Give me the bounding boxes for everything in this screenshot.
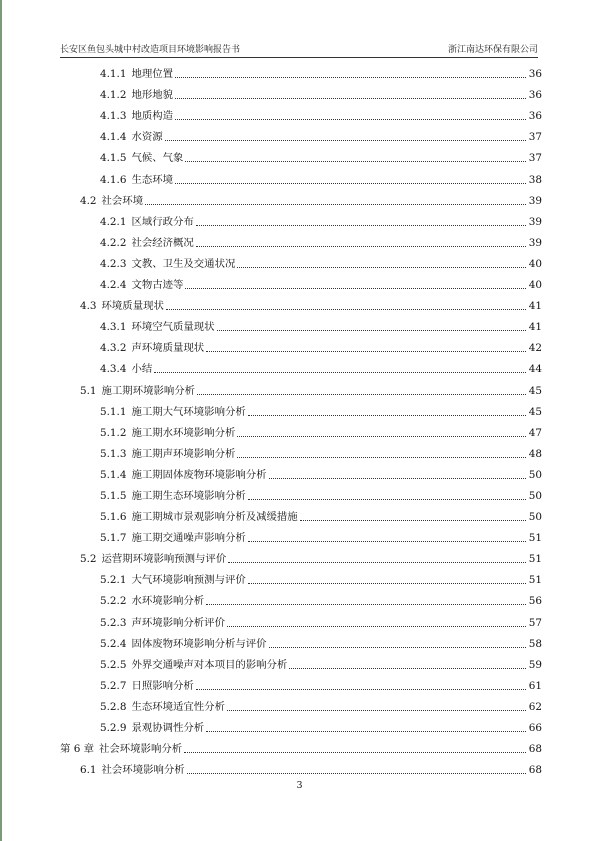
toc-entry-page: 41 [528,300,542,313]
toc-dot-leader [217,329,526,331]
toc-entry-number: 4.1.5 [100,152,127,165]
toc-entry-page: 48 [528,447,542,460]
toc-entry-page: 39 [528,194,542,207]
toc-entry-page: 50 [528,468,542,481]
toc-entry-title: 运营期环境影响预测与评价 [101,553,227,566]
toc-entry-page: 51 [528,553,542,566]
toc-entry-page: 36 [528,89,542,102]
toc-dot-leader [227,709,526,711]
toc-entry-title: 施工期环境影响分析 [101,384,196,397]
toc-entry-number: 5.2.1 [100,574,127,587]
toc-entry[interactable] [60,60,542,81]
page-number: 3 [296,780,303,791]
toc-entry-page: 36 [528,110,542,123]
toc-dot-leader [196,245,526,247]
toc-entry-number: 4.1.1 [100,68,127,81]
toc-dot-leader [206,350,526,352]
toc-entry[interactable] [60,693,542,714]
toc-entry-title: 地质构造 [131,110,174,123]
toc-entry-number: 5.1.2 [100,426,127,439]
toc-entry-title: 气候、气象 [131,152,184,165]
toc-entry-number: 5.2.5 [100,658,127,671]
toc-dot-leader [237,456,526,458]
toc-entry[interactable] [60,735,542,756]
toc-entry-number: 5.2.8 [100,700,127,713]
toc-entry-number: 4.1.3 [100,110,127,123]
toc-entry-page: 59 [528,658,542,671]
toc-entry-title: 环境质量现状 [101,300,164,313]
toc-entry-page: 47 [528,426,542,439]
toc-entry-page: 45 [528,384,542,397]
toc-dot-leader [248,540,526,542]
toc-entry-number: 4.2 [80,194,97,207]
toc-entry-page: 36 [528,68,542,81]
toc-dot-leader [248,582,526,584]
toc-entry-title: 施工期生态环境影响分析 [131,489,246,502]
toc-entry-page: 38 [528,173,542,186]
toc-dot-leader [196,224,526,226]
toc-entry-title: 施工期大气环境影响分析 [131,405,246,418]
toc-entry-title: 施工期固体废物环境影响分析 [131,468,267,481]
table-of-contents [60,60,542,777]
toc-entry-title: 社会经济概况 [131,236,194,249]
toc-entry[interactable] [60,334,542,355]
toc-dot-leader [228,561,526,563]
toc-dot-leader [248,414,526,416]
toc-dot-leader [187,772,526,774]
toc-entry[interactable] [60,672,542,693]
toc-entry-page: 58 [528,637,542,650]
toc-entry[interactable] [60,355,542,376]
toc-entry-page: 56 [528,595,542,608]
toc-entry-title: 外界交通噪声对本项目的影响分析 [131,658,288,671]
toc-entry-title: 文教、卫生及交通状况 [131,257,236,270]
toc-entry-page: 37 [528,152,542,165]
toc-dot-leader [166,308,526,310]
toc-entry-number: 5.1.7 [100,532,127,545]
toc-entry-page: 39 [528,215,542,228]
toc-entry-title: 生态环境 [131,173,174,186]
toc-entry-number: 4.2.4 [100,279,127,292]
toc-entry-page: 51 [528,574,542,587]
toc-entry[interactable] [60,503,542,524]
toc-entry-title: 区域行政分布 [131,215,194,228]
toc-entry-title: 水环境影响分析 [131,595,205,608]
toc-entry-number: 4.3.4 [100,363,127,376]
toc-entry-title: 小结 [131,363,153,376]
toc-entry[interactable] [60,461,542,482]
toc-entry-number: 5.2.2 [100,595,127,608]
toc-entry-number: 5.1.4 [100,468,127,481]
toc-entry-number: 5.1.6 [100,511,127,524]
toc-dot-leader [175,118,526,120]
toc-dot-leader [289,667,526,669]
toc-entry-number: 4.2.1 [100,215,127,228]
toc-entry-title: 施工期声环境影响分析 [131,447,236,460]
toc-entry-number: 6.1 [80,764,97,777]
toc-entry-number: 5.2.4 [100,637,127,650]
toc-entry-page: 57 [528,616,542,629]
toc-entry-page: 62 [528,700,542,713]
toc-dot-leader [185,160,526,162]
toc-entry[interactable] [60,208,542,229]
toc-entry-title: 水资源 [131,131,163,144]
page-header [60,42,538,55]
toc-entry[interactable] [60,229,542,250]
toc-dot-leader [145,203,526,205]
toc-entry-page: 40 [528,257,542,270]
toc-entry-title: 施工期城市景观影响分析及减缓措施 [131,511,298,524]
toc-dot-leader [227,625,526,627]
toc-entry[interactable] [60,714,542,735]
toc-entry-number: 4.1.2 [100,89,127,102]
toc-entry-title: 施工期水环境影响分析 [131,426,236,439]
toc-entry[interactable] [60,81,542,102]
toc-entry-number: 4.2.3 [100,257,127,270]
toc-entry[interactable] [60,482,542,503]
toc-entry-number: 5.1.5 [100,489,127,502]
toc-entry-page: 66 [528,722,542,734]
toc-entry-page: 37 [528,131,542,144]
toc-entry-number: 5.2.9 [100,722,127,734]
toc-entry-page: 51 [528,532,542,545]
toc-entry-number: 5.2.7 [100,679,127,692]
toc-entry-title: 文物古迹等 [131,279,184,292]
toc-entry[interactable] [60,165,542,186]
toc-entry-title: 生态环境适宜性分析 [131,700,225,713]
toc-entry-page: 40 [528,279,542,292]
toc-dot-leader [175,76,526,78]
header-rule [60,57,538,58]
toc-entry-page: 50 [528,511,542,524]
toc-entry-title: 环境空气质量现状 [131,321,215,334]
toc-entry-page: 41 [528,321,542,334]
toc-entry-number: 5.1.3 [100,447,127,460]
toc-entry[interactable] [60,398,542,419]
toc-entry[interactable] [60,545,542,566]
toc-entry-title: 景观协调性分析 [131,722,205,734]
toc-entry-number: 5.1.1 [100,405,127,418]
header-company-name: 浙江南达环保有限公司 [447,45,538,55]
toc-entry[interactable] [60,102,542,123]
toc-entry-number: 4.1.6 [100,173,127,186]
toc-entry[interactable] [60,566,542,587]
toc-entry[interactable] [60,123,542,144]
toc-entry-title: 地理位置 [131,68,174,81]
header-report-title: 长安区鱼包头城中村改造项目环境影响报告书 [60,45,241,55]
toc-entry-title: 声环境影响分析评价 [131,616,225,629]
toc-dot-leader [185,287,526,289]
toc-dot-leader [154,371,526,373]
toc-entry[interactable] [60,608,542,629]
toc-dot-leader [175,182,526,184]
toc-entry-page: 45 [528,405,542,418]
toc-entry[interactable] [60,271,542,292]
toc-entry-page: 68 [528,743,542,756]
toc-entry[interactable] [60,651,542,672]
toc-entry-title: 社会环境影响分析 [101,764,185,777]
toc-dot-leader [165,139,526,141]
toc-dot-leader [206,730,526,732]
toc-entry-title: 地形地貌 [131,89,174,102]
toc-entry[interactable] [60,524,542,545]
toc-entry-number: 第 6 章 [60,743,94,756]
toc-entry-title: 施工期交通噪声影响分析 [131,532,246,545]
toc-entry-title: 日照影响分析 [131,679,194,692]
toc-entry-page: 68 [528,764,542,777]
toc-entry[interactable] [60,187,542,208]
toc-entry-title: 社会环境影响分析 [99,743,183,756]
toc-entry[interactable] [60,292,542,313]
toc-entry-title: 社会环境 [101,194,144,207]
toc-entry[interactable] [60,144,542,165]
toc-entry-page: 44 [528,363,542,376]
toc-entry-number: 4.3.1 [100,321,127,334]
toc-entry[interactable] [60,250,542,271]
toc-dot-leader [269,477,526,479]
toc-entry-title: 声环境质量现状 [131,342,205,355]
toc-entry[interactable] [60,587,542,608]
toc-entry-number: 5.2.3 [100,616,127,629]
toc-entry-number: 4.1.4 [100,131,127,144]
toc-entry-title: 大气环境影响预测与评价 [131,574,246,587]
toc-entry[interactable] [60,419,542,440]
toc-entry-number: 4.3.2 [100,342,127,355]
toc-dot-leader [269,646,526,648]
toc-entry-number: 5.2 [80,553,97,566]
toc-entry-number: 4.3 [80,300,97,313]
toc-entry-number: 4.2.2 [100,236,127,249]
toc-dot-leader [248,498,526,500]
toc-entry-title: 固体废物环境影响分析与评价 [131,637,267,650]
toc-dot-leader [237,435,526,437]
toc-dot-leader [237,266,526,268]
toc-entry-page: 39 [528,236,542,249]
toc-entry-page: 42 [528,342,542,355]
toc-entry-page: 50 [528,489,542,502]
toc-dot-leader [196,688,526,690]
toc-dot-leader [184,751,526,753]
toc-entry[interactable] [60,756,542,777]
toc-entry[interactable] [60,376,542,397]
toc-entry[interactable] [60,440,542,461]
toc-entry[interactable] [60,313,542,334]
toc-entry-page: 61 [528,679,542,692]
toc-entry-number: 5.1 [80,384,97,397]
toc-dot-leader [206,603,526,605]
toc-entry[interactable] [60,630,542,651]
toc-dot-leader [175,97,526,99]
toc-dot-leader [197,393,526,395]
toc-dot-leader [300,519,526,521]
